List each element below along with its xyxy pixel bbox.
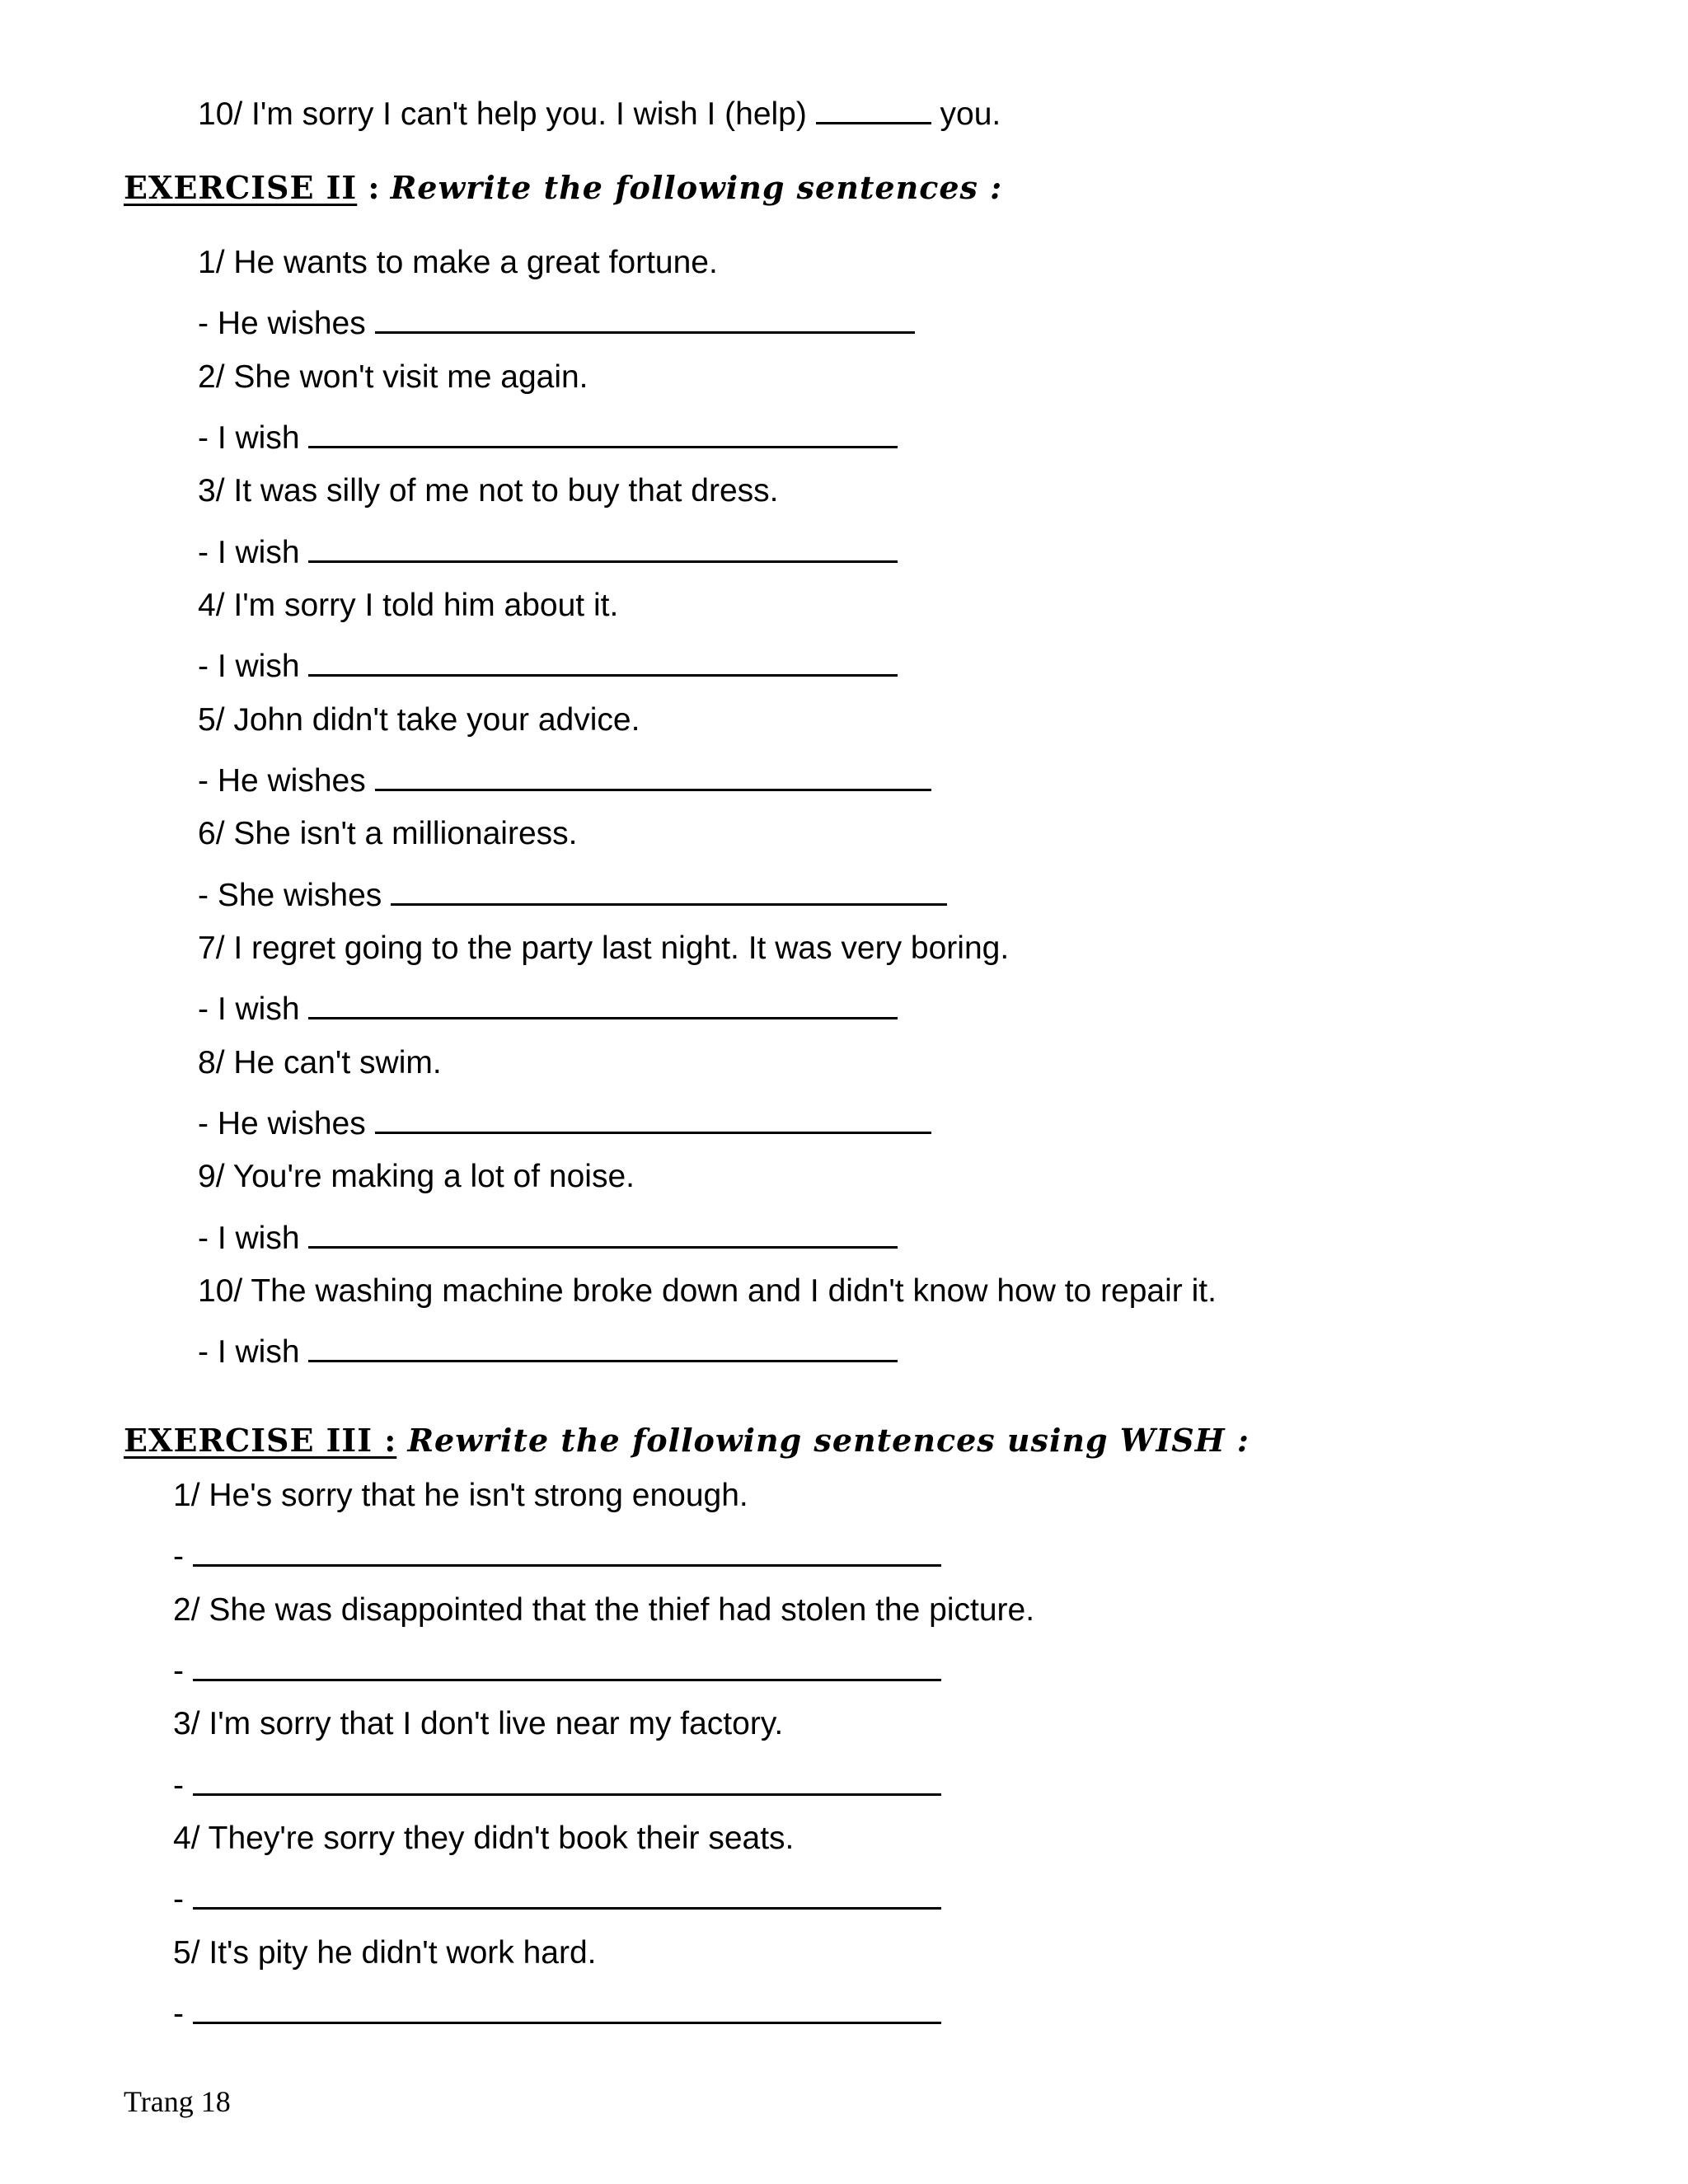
exercise2-question-1: 1/ He wants to make a great fortune. [198, 245, 718, 280]
answer-blank[interactable] [193, 1876, 941, 1910]
exercise2-question-5: 5/ John didn't take your advice. [198, 702, 640, 738]
exercise2-question-4: 4/ I'm sorry I told him about it. [198, 588, 619, 623]
answer-prompt: - [173, 1653, 184, 1689]
answer-blank[interactable] [308, 529, 898, 563]
exercise2-answer-line-10 [198, 1329, 898, 1372]
exercise3-answer-line-2 [173, 1647, 941, 1691]
exercise2-answer-line-6 [198, 872, 947, 916]
exercise3-question-5: 5/ It's pity he didn't work hard. [173, 1935, 597, 1971]
exercise3-answer-line-4 [173, 1876, 941, 1919]
exercise2-answer-line-8 [198, 1100, 931, 1144]
answer-prompt: - I wish [198, 535, 300, 570]
exercise2-answer-line-4 [198, 643, 898, 687]
answer-blank[interactable] [193, 1990, 941, 2024]
exercise2-instruction: Rewrite the following sentences : [390, 169, 1003, 206]
page-number: Trang 18 [124, 2085, 231, 2118]
answer-blank[interactable] [308, 643, 898, 677]
exercise2-question-2: 2/ She won't visit me again. [198, 359, 588, 395]
exercise2-question-6: 6/ She isn't a millionairess. [198, 816, 578, 851]
answer-blank[interactable] [308, 415, 898, 448]
answer-prompt: - I wish [198, 991, 300, 1027]
exercise2-answer-line-3 [198, 529, 898, 573]
answer-blank[interactable] [193, 1533, 941, 1567]
answer-blank[interactable] [391, 872, 947, 906]
exercise2-answer-line-2 [198, 415, 898, 458]
exercise2-question-8: 8/ He can't swim. [198, 1045, 442, 1080]
exercise2-heading [124, 168, 1002, 208]
exercise3-answer-line-3 [173, 1762, 941, 1806]
answer-blank[interactable] [375, 1100, 931, 1134]
answer-blank[interactable] [816, 91, 931, 124]
exercise3-question-3: 3/ I'm sorry that I don't live near my factory. [173, 1706, 784, 1741]
answer-prompt: - She wishes [198, 878, 382, 913]
exercise2-answer-line-1 [198, 300, 915, 344]
exercise2-question-10: 10/ The washing machine broke down and I didn't know how to repair it. [198, 1273, 1217, 1309]
answer-prompt: - [173, 1882, 184, 1917]
exercise3-label: EXERCISE III : [124, 1422, 397, 1459]
heading-separator: : [357, 169, 391, 206]
answer-blank[interactable] [193, 1647, 941, 1681]
answer-prompt: - [173, 1768, 184, 1803]
answer-blank[interactable] [375, 757, 931, 791]
exercise2-answer-line-7 [198, 986, 898, 1029]
answer-prompt: - [173, 1539, 184, 1574]
exercise1-item-10 [198, 91, 1001, 134]
exercise3-instruction: Rewrite the following sentences using WISH : [407, 1422, 1250, 1459]
exercise3-question-4: 4/ They're sorry they didn't book their seats. [173, 1821, 795, 1856]
answer-prompt: - I wish [198, 1221, 300, 1256]
exercise2-question-7: 7/ I regret going to the party last night. It was very boring. [198, 930, 1010, 966]
exercise3-answer-line-1 [173, 1533, 941, 1577]
answer-prompt: - I wish [198, 1334, 300, 1370]
answer-prompt: - I wish [198, 649, 300, 684]
answer-blank[interactable] [308, 986, 898, 1019]
answer-blank[interactable] [193, 1762, 941, 1796]
item-text: 10/ I'm sorry I can't help you. I wish I (help) [198, 96, 807, 132]
exercise3-question-2: 2/ She was disappointed that the thief had stolen the picture. [173, 1592, 1035, 1628]
exercise2-answer-line-9 [198, 1215, 898, 1258]
exercise3-heading [124, 1421, 1250, 1460]
answer-prompt: - He wishes [198, 306, 366, 341]
answer-prompt: - He wishes [198, 1106, 366, 1141]
exercise2-answer-line-5 [198, 757, 931, 801]
answer-prompt: - [173, 1996, 184, 2032]
answer-prompt: - He wishes [198, 763, 366, 799]
exercise3-question-1: 1/ He's sorry that he isn't strong enough. [173, 1478, 748, 1513]
exercise2-label: EXERCISE II [124, 169, 358, 206]
exercise3-answer-line-5 [173, 1990, 941, 2034]
exercise2-question-3: 3/ It was silly of me not to buy that dress. [198, 473, 779, 509]
exercise2-question-9: 9/ You're making a lot of noise. [198, 1159, 635, 1194]
answer-prompt: - I wish [198, 420, 300, 456]
answer-blank[interactable] [308, 1215, 898, 1249]
item-text-suffix: you. [940, 96, 1001, 132]
answer-blank[interactable] [375, 300, 915, 334]
answer-blank[interactable] [308, 1329, 898, 1362]
